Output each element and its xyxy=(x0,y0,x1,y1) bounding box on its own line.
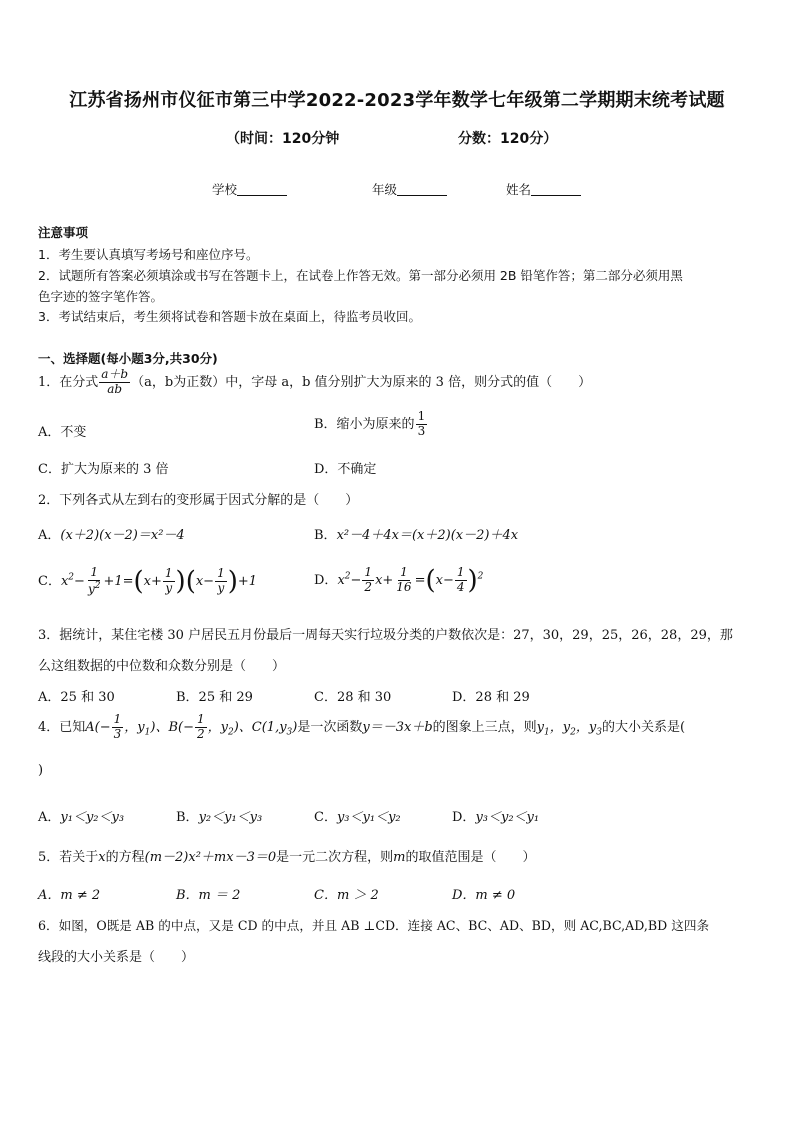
grade-label: 年级 xyxy=(372,182,398,197)
name-blank xyxy=(531,181,581,196)
q3-line-2: 么这组数据的中位数和众数分别是（ ） xyxy=(38,659,286,674)
q1-stem-b: （a，b为正数）中，字母 a，b 值分别扩大为原来的 3 倍，则分式的值（ ） xyxy=(131,374,592,390)
q5-p4: 的取值范围是（ ） xyxy=(405,850,536,865)
q1-frac-num: a＋b xyxy=(101,367,129,381)
q5-option-a: A．m ≠ 2 xyxy=(38,888,101,903)
school-label: 学校 xyxy=(212,182,238,197)
q1-option-b xyxy=(314,410,428,439)
q3-option-a: A．25 和 30 xyxy=(38,690,115,705)
q2-c-frac-3: $\frac{1}{y}$ xyxy=(217,566,225,595)
q2-option-a-label: A． xyxy=(38,528,61,543)
q4-func: y＝－3x＋b xyxy=(362,719,433,735)
q4-points: A(− $\frac{1}{3}$ ，$y_1$)、B(− $\frac{1}{2}$ ，$y_2$)、$C(1,y_3)$ xyxy=(85,712,298,741)
q4-option-b xyxy=(176,806,262,825)
q1-frac-den: ab xyxy=(107,381,123,396)
q4-option-a-expr: y₁＜y₂＜y₃ xyxy=(60,810,125,825)
q2-option-c xyxy=(38,566,257,597)
q2-d-expr: $x^2-$ $\frac{1}{2}$ x+ $\frac{1}{16}$ =(x− $\frac{1}{4}$ )$^2$ xyxy=(337,565,484,596)
q5-eq: (m－2)x²＋mx－3＝0 xyxy=(144,850,277,865)
q4-option-b-expr: y₂＜y₁＜y₃ xyxy=(198,810,263,825)
q2-d-frac-1: $\frac{1}{2}$ xyxy=(364,565,373,594)
q5-option-b: B．m ＝ 2 xyxy=(176,888,241,903)
q4-vars: $y_1$，$y_2$，$y_3$ xyxy=(536,719,602,738)
q1-option-b-text: B．缩小为原来的 xyxy=(314,416,415,432)
q4-line-2: ) xyxy=(38,763,44,778)
q4-option-d-expr: y₃＜y₂＜y₁ xyxy=(475,810,540,825)
q3-option-b: B．25 和 29 xyxy=(176,690,253,705)
q2-d-frac-2: $\frac{1}{16}$ xyxy=(396,565,412,594)
q2-option-b-expr: x²－4＋4x＝(x＋2)(x－2)＋4x xyxy=(336,528,519,543)
q5-p3: 是一元二次方程，则 xyxy=(276,850,394,865)
q2-c-frac-1: $\frac{1}{y^2}$ xyxy=(87,565,101,596)
q2-stem: 2．下列各式从左到右的变形属于因式分解的是（ ） xyxy=(38,493,359,508)
q5-x: x xyxy=(98,850,106,865)
q1-option-b-den: 3 xyxy=(417,423,426,438)
note-item: 1．考生要认真填写考场号和座位序号。 xyxy=(38,247,259,262)
q4-option-a xyxy=(38,806,124,825)
school-blank xyxy=(237,181,287,196)
q2-option-d xyxy=(314,566,483,595)
q2-option-b-label: B． xyxy=(314,528,337,543)
note-item: 色字迹的签字笔作答。 xyxy=(38,289,164,304)
q4-p1: 4．已知 xyxy=(38,719,86,735)
q2-option-d-label: D． xyxy=(314,572,338,588)
q4-option-d xyxy=(452,806,539,825)
q4-p2: 是一次函数 xyxy=(297,719,363,735)
page-title: 江苏省扬州市仪征市第三中学2022-2023学年数学七年级第二学期期末统考试题 xyxy=(69,90,725,111)
name-label: 姓名 xyxy=(506,182,532,197)
q6-line-1: 6．如图，O既是 AB 的中点，又是 CD 的中点，并且 AB ⊥CD．连接 AC、BC、AD、BD，则 AC,BC,AD,BD 这四条 xyxy=(38,918,710,933)
q1-option-a: A．不变 xyxy=(38,425,87,440)
notes-heading: 注意事项 xyxy=(38,225,89,240)
q2-d-frac-3: $\frac{1}{4}$ xyxy=(456,565,465,594)
q1-fraction xyxy=(99,368,130,397)
note-item: 3．考试结束后，考生须将试卷和答题卡放在桌面上，待监考员收回。 xyxy=(38,309,421,324)
q5-option-c: C．m ＞ 2 xyxy=(314,888,379,903)
question-5 xyxy=(38,846,536,865)
q3-line-1: 3．据统计，某住宅楼 30 户居民五月份最后一周每天实行垃圾分类的户数依次是：27，30，29，25，26，28，29，那 xyxy=(38,628,733,643)
q4-option-c xyxy=(314,806,401,825)
exam-time: （时间：120分钟 xyxy=(226,131,340,147)
grade-blank xyxy=(397,181,447,196)
q2-c-expr: $x^2-$ $\frac{1}{y^2}$ +1=(x+ $\frac{1}{y}$ )(x− $\frac{1}{y}$ )+1 xyxy=(60,565,258,597)
q4-option-b-label: B． xyxy=(176,810,199,825)
q4-option-a-label: A． xyxy=(38,810,61,825)
section-heading: 一、选择题(每小题3分,共30分) xyxy=(38,351,218,366)
q6-line-2: 线段的大小关系是（ ） xyxy=(38,950,195,965)
q3-option-d: D．28 和 29 xyxy=(452,690,530,705)
q1-option-c: C．扩大为原来的 3 倍 xyxy=(38,462,169,477)
q5-option-d: D．m ≠ 0 xyxy=(452,888,516,903)
name-field xyxy=(506,180,581,198)
q5-p2: 的方程 xyxy=(105,850,145,865)
question-4 xyxy=(38,713,685,742)
q1-option-b-frac xyxy=(416,410,428,439)
q2-option-b xyxy=(314,524,518,543)
q2-option-a xyxy=(38,524,185,543)
q4-p3: 的图象上三点，则 xyxy=(432,719,537,735)
note-item: 2．试题所有答案必须填涂或书写在答题卡上，在试卷上作答无效。第一部分必须用 2B 铅笔作答；第二部分必须用黑 xyxy=(38,268,683,283)
q2-option-a-expr: (x＋2)(x－2)＝x²－4 xyxy=(60,528,185,543)
q4-option-c-label: C． xyxy=(314,810,337,825)
q5-m: m xyxy=(393,850,406,865)
q4-p4: 的大小关系是( xyxy=(601,719,686,735)
q5-p1: 5．若关于 xyxy=(38,850,99,865)
grade-field xyxy=(372,180,447,198)
exam-score: 分数：120分） xyxy=(458,131,558,147)
q3-option-c: C．28 和 30 xyxy=(314,690,392,705)
q4-option-c-expr: y₃＜y₁＜y₂ xyxy=(336,810,401,825)
q1-option-d: D．不确定 xyxy=(314,462,377,477)
q2-option-c-label: C． xyxy=(38,573,61,589)
school-field xyxy=(212,180,287,198)
q2-c-frac-2: $\frac{1}{y}$ xyxy=(164,566,173,595)
q1-option-b-num: 1 xyxy=(417,409,426,423)
q1-stem-a: 1．在分式 xyxy=(38,374,99,390)
q4-option-d-label: D． xyxy=(452,810,476,825)
question-1 xyxy=(38,368,591,397)
